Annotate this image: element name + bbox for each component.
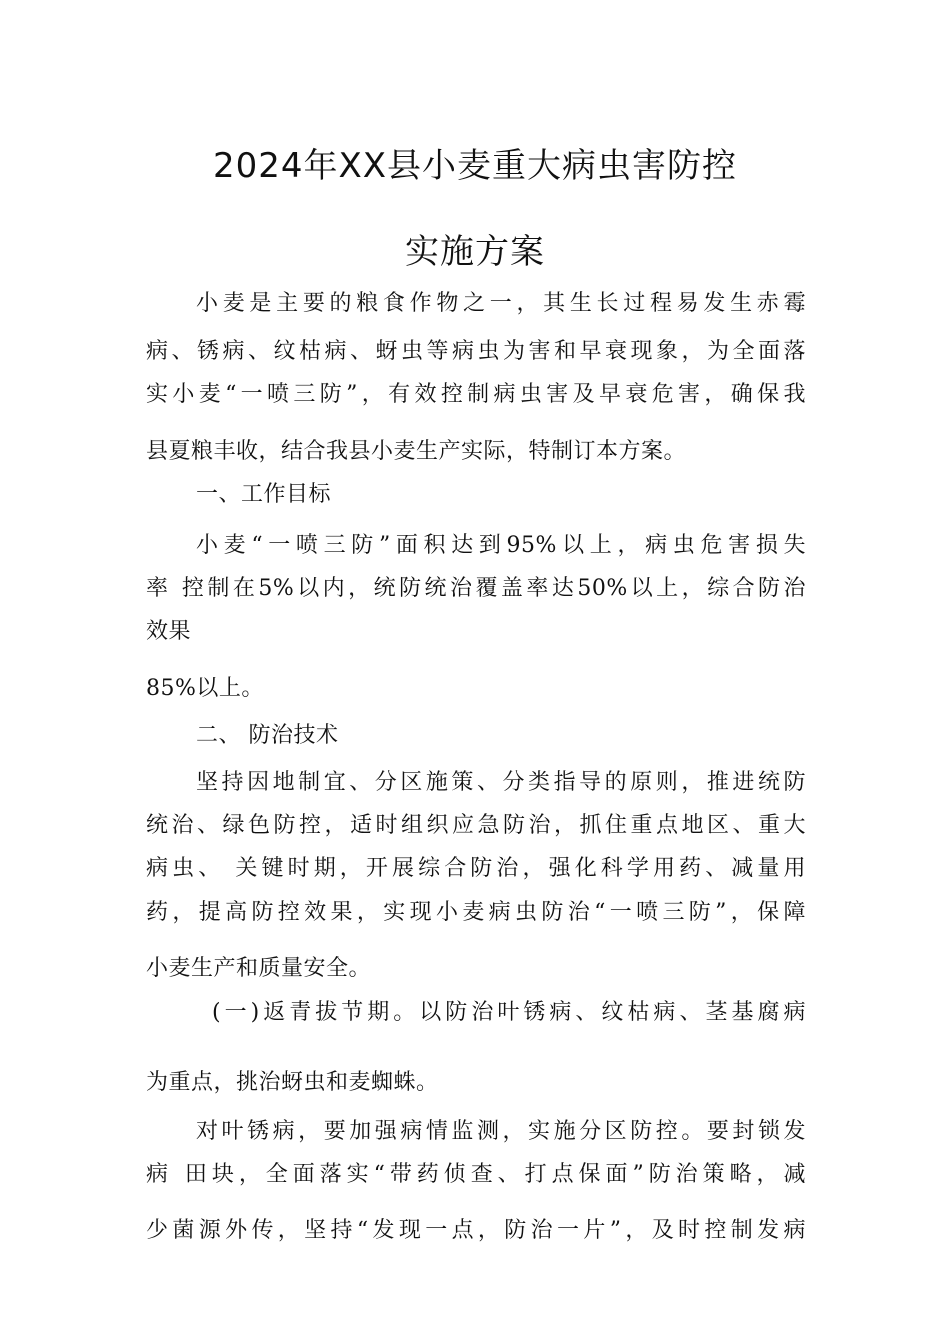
section-heading-techniques: 二、 防治技术 bbox=[196, 723, 339, 748]
paragraph-goals-line-2: 率 控制在5%以内，统防统治覆盖率达50%以上，综合防治 bbox=[146, 576, 806, 601]
paragraph-intro-line-4: 县夏粮丰收，结合我县小麦生产实际，特制订本方案。 bbox=[146, 439, 687, 464]
document-title-line-2: 实施方案 bbox=[405, 232, 545, 272]
paragraph-intro-line-1: 小麦是主要的粮食作物之一，其生长过程易发生赤霉 bbox=[196, 291, 806, 316]
paragraph-intro-line-2: 病、锈病、纹枯病、蚜虫等病虫为害和早衰现象，为全面落 bbox=[146, 339, 806, 364]
paragraph-goals-line-3: 效果 bbox=[146, 619, 192, 644]
paragraph-stage-1-line-1: (一)返青拔节期。以防治叶锈病、纹枯病、茎基腐病 bbox=[212, 1000, 806, 1025]
paragraph-techniques-line-2: 统治、绿色防控，适时组织应急防治，抓住重点地区、重大 bbox=[146, 813, 806, 838]
section-heading-goals: 一、工作目标 bbox=[196, 482, 332, 507]
document-title-line-1: 2024年XX县小麦重大病虫害防控 bbox=[212, 146, 738, 186]
paragraph-goals-line-1: 小麦“一喷三防”面积达到95%以上，病虫危害损失 bbox=[196, 533, 806, 558]
paragraph-intro-line-3: 实小麦“一喷三防”，有效控制病虫害及早衰危害，确保我 bbox=[146, 382, 806, 407]
paragraph-techniques-line-4: 药，提高防控效果，实现小麦病虫防治“一喷三防”，保障 bbox=[146, 900, 806, 925]
paragraph-stage-1-line-2: 为重点，挑治蚜虫和麦蜘蛛。 bbox=[146, 1070, 439, 1095]
paragraph-techniques-line-1: 坚持因地制宜、分区施策、分类指导的原则，推进统防 bbox=[196, 770, 806, 795]
paragraph-goals-line-4: 85%以上。 bbox=[146, 676, 264, 701]
paragraph-techniques-line-3: 病虫、 关键时期，开展综合防治，强化科学用药、减量用 bbox=[146, 856, 806, 881]
paragraph-leaf-rust-line-1: 对叶锈病，要加强病情监测，实施分区防控。要封锁发 bbox=[196, 1119, 806, 1144]
paragraph-leaf-rust-line-3: 少菌源外传，坚持“发现一点，防治一片”，及时控制发病 bbox=[146, 1218, 806, 1243]
paragraph-leaf-rust-line-2: 病 田块，全面落实“带药侦查、打点保面”防治策略，减 bbox=[146, 1162, 806, 1187]
paragraph-techniques-line-5: 小麦生产和质量安全。 bbox=[146, 956, 372, 981]
